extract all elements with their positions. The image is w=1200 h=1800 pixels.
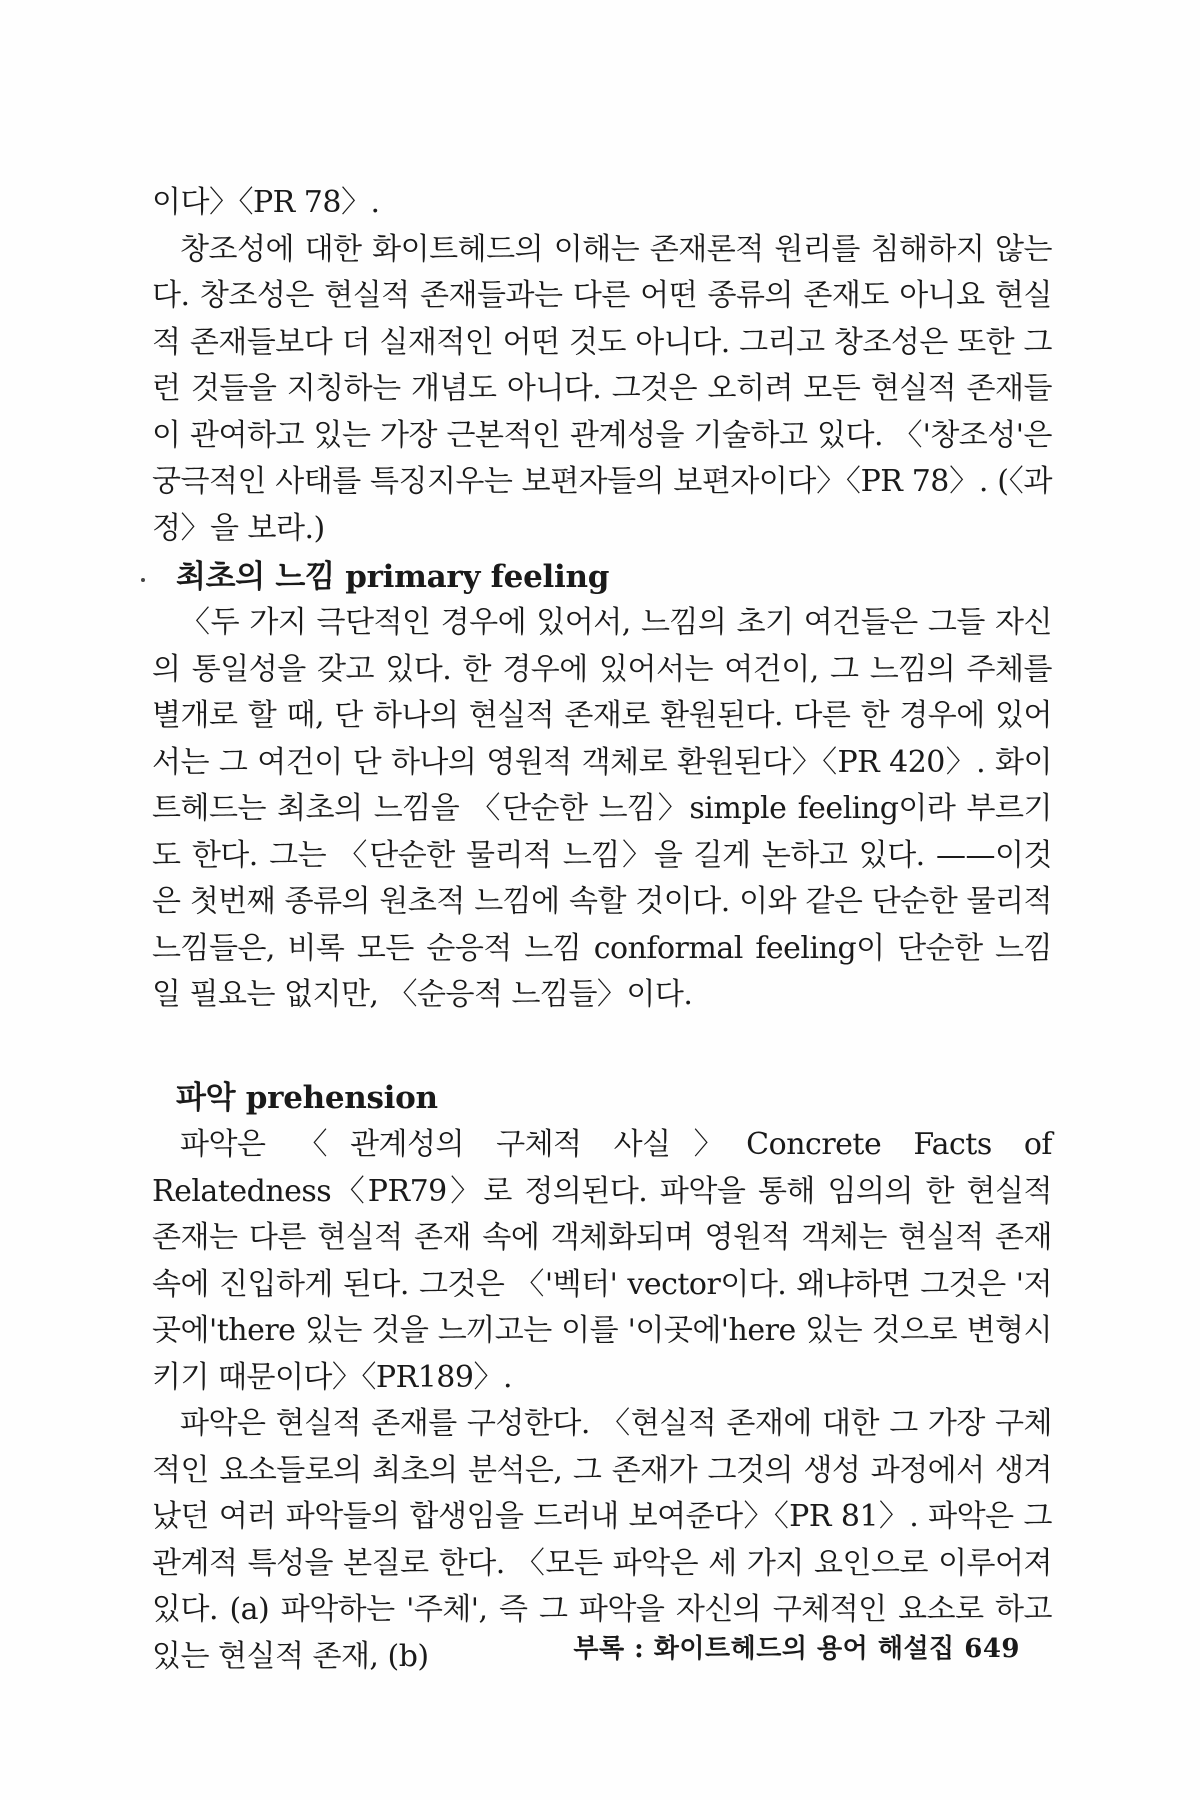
section-heading-primary-feeling: 최초의 느낌 primary feeling bbox=[176, 559, 610, 595]
paragraph-creativity: 창조성에 대한 화이트헤드의 이해는 존재론적 원리를 침해하지 않는다. 창조성은 현실적 존재들과는 다른 어떤 종류의 존재도 아니요 현실적 존재들보다 더 실재적인 어떤 것도 아니다. 그리고 창조성은 또한 그런 것들을 지칭하는 개념도 아니다. 그것은 오히려 모든 현실적 존재들이 관여하고 있는 가장 근본적인 관계성을 기술하고 있다. 〈'창조성'은 궁극적인 사태를 특징지우는 보편자들의 보편자이다〉〈PR 78〉. (〈과정〉을 보라.) bbox=[152, 231, 1052, 546]
continuation-line: 이다〉〈PR 78〉. bbox=[152, 185, 380, 220]
section-heading-prehension: 파악 prehension bbox=[176, 1080, 438, 1116]
text-block-creativity bbox=[152, 180, 1052, 552]
paragraph-prehension-2: 파악은 현실적 존재를 구성한다. 〈현실적 존재에 대한 그 가장 구체적인 요소들로의 최초의 분석은, 그 존재가 그것의 생성 과정에서 생겨났던 여러 파악들의 합생임을 드러내 보여준다〉〈PR 81〉. 파악은 그 관계적 특성을 본질로 한다. 〈모든 파악은 세 가지 요인으로 이루어져 있다. (a) 파악하는 '주체', 즉 그 파악을 자신의 구체적인 요소로 하고 있는 현실적 존재, (b) bbox=[152, 1406, 1052, 1674]
margin-mark bbox=[141, 578, 145, 582]
paragraph-prehension-1: 파악은 〈관계성의 구체적 사실〉Concrete Facts of Relatedness〈PR79〉로 정의된다. 파악을 통해 임의의 한 현실적 존재는 다른 현실적 존재 속에 객체화되며 영원적 객체는 현실적 존재 속에 진입하게 된다. 그것은 〈'벡터' vector이다. 왜냐하면 그것은 '저곳에'there 있는 것을 느끼고는 이를 '이곳에'here 있는 것으로 변형시키기 때문이다〉〈PR189〉. bbox=[152, 1127, 1052, 1395]
text-block-primary-feeling bbox=[152, 600, 1052, 1019]
page-footer: 부록 : 화이트헤드의 용어 해설집 649 bbox=[573, 1634, 1020, 1664]
paragraph-primary-feeling: 〈두 가지 극단적인 경우에 있어서, 느낌의 초기 여건들은 그들 자신의 통일성을 갖고 있다. 한 경우에 있어서는 여건이, 그 느낌의 주체를 별개로 할 때, 단 하나의 현실적 존재로 환원된다. 다른 한 경우에 있어서는 그 여건이 단 하나의 영원적 객체로 환원된다〉〈PR 420〉. 화이트헤드는 최초의 느낌을 〈단순한 느낌〉simple feeling이라 부르기도 한다. 그는 〈단순한 물리적 느낌〉을 길게 논하고 있다. ——이것은 첫번째 종류의 원초적 느낌에 속할 것이다. 이와 같은 단순한 물리적 느낌들은, 비록 모든 순응적 느낌 conformal feeling이 단순한 느낌일 필요는 없지만, 〈순응적 느낌들〉이다. bbox=[152, 605, 1052, 1012]
text-block-prehension bbox=[152, 1122, 1052, 1680]
